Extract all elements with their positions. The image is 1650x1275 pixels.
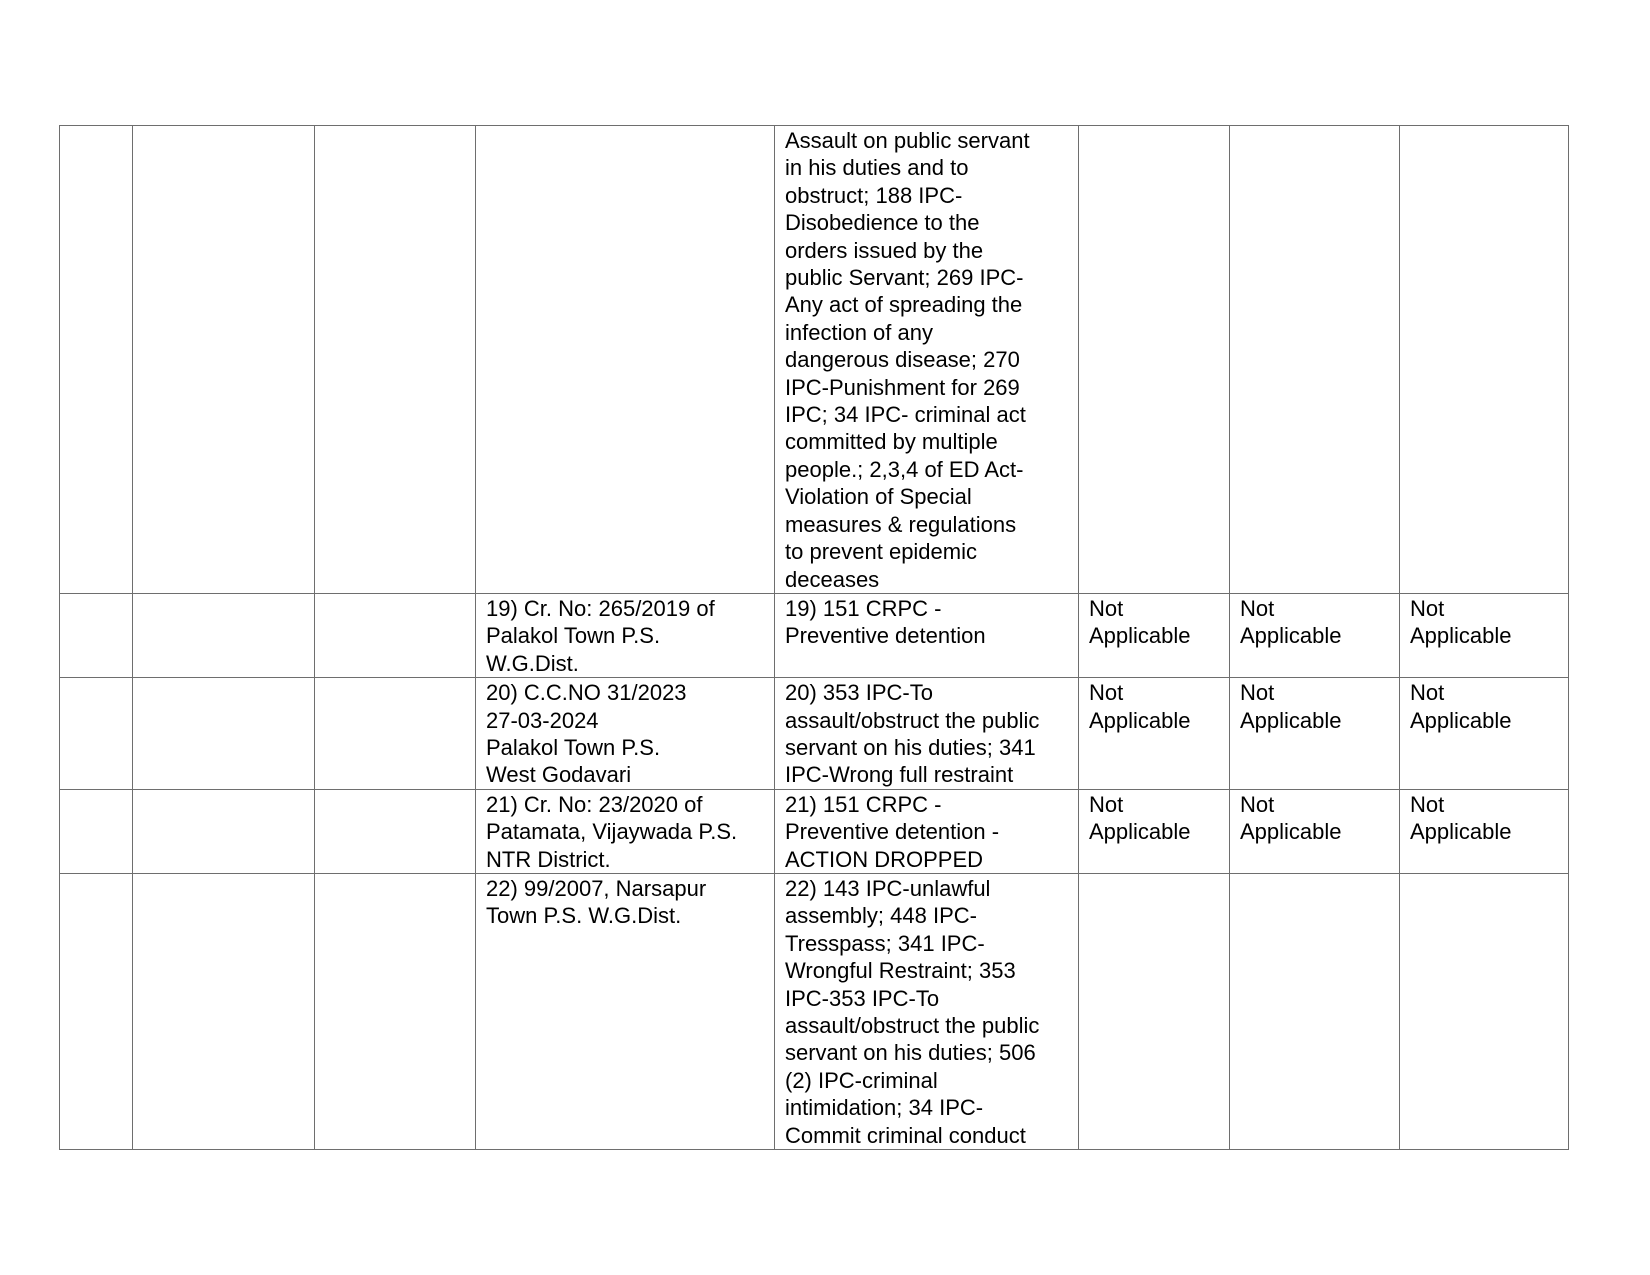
table-row xyxy=(60,678,1569,790)
table-cell-col3 xyxy=(315,789,476,873)
table-cell-col2 xyxy=(133,678,315,790)
table-cell-offence-sections: 20) 353 IPC-To assault/obstruct the public servant on his duties; 341 IPC-Wrong full restraint xyxy=(775,678,1079,790)
table-cell-col3 xyxy=(315,873,476,1149)
table-cell-col7 xyxy=(1230,126,1400,594)
table-cell-col8 xyxy=(1400,873,1569,1149)
table-cell-col6: Not Applicable xyxy=(1079,789,1230,873)
table-cell-sno xyxy=(60,593,133,677)
table-cell-sno xyxy=(60,678,133,790)
table-cell-offence-sections: 22) 143 IPC-unlawful assembly; 448 IPC- Tresspass; 341 IPC- Wrongful Restraint; 353 IPC-353 IPC-To assault/obstruct the public servant on his duties; 506 (2) IPC-criminal intimidation; 34 IPC- Commit criminal conduct xyxy=(775,873,1079,1149)
table-cell-col6 xyxy=(1079,873,1230,1149)
table-cell-sno xyxy=(60,873,133,1149)
table-cell-sno xyxy=(60,126,133,594)
table-row xyxy=(60,126,1569,594)
table-cell-col3 xyxy=(315,126,476,594)
table-cell-col2 xyxy=(133,126,315,594)
table-cell-offence-sections: 19) 151 CRPC - Preventive detention xyxy=(775,593,1079,677)
table-cell-offence-sections: Assault on public servant in his duties and to obstruct; 188 IPC- Disobedience to the orders issued by the public Servant; 269 IPC- Any act of spreading the infection of any dangerous disease; 270 IPC-Punishment for 269 IPC; 34 IPC- criminal act committed by multiple people.; 2,3,4 of ED Act- Violation of Special measures & regulations to prevent epidemic deceases xyxy=(775,126,1079,594)
table-row xyxy=(60,873,1569,1149)
table-cell-col8 xyxy=(1400,126,1569,594)
table-row xyxy=(60,789,1569,873)
table-cell-case-number: 21) Cr. No: 23/2020 of Patamata, Vijaywada P.S. NTR District. xyxy=(476,789,775,873)
table-cell-col7 xyxy=(1230,873,1400,1149)
table-cell-col2 xyxy=(133,873,315,1149)
table-cell-col7: Not Applicable xyxy=(1230,678,1400,790)
table-cell-sno xyxy=(60,789,133,873)
table-cell-col6 xyxy=(1079,126,1230,594)
table-cell-col8: Not Applicable xyxy=(1400,593,1569,677)
table-cell-col6: Not Applicable xyxy=(1079,678,1230,790)
table-cell-col3 xyxy=(315,678,476,790)
table-cell-col8: Not Applicable xyxy=(1400,678,1569,790)
table-row xyxy=(60,593,1569,677)
table-cell-col7: Not Applicable xyxy=(1230,593,1400,677)
table-cell-case-number xyxy=(476,126,775,594)
table-cell-col7: Not Applicable xyxy=(1230,789,1400,873)
table-cell-col8: Not Applicable xyxy=(1400,789,1569,873)
table-cell-col2 xyxy=(133,593,315,677)
table-cell-offence-sections: 21) 151 CRPC - Preventive detention - ACTION DROPPED xyxy=(775,789,1079,873)
table-cell-col6: Not Applicable xyxy=(1079,593,1230,677)
table-cell-case-number: 19) Cr. No: 265/2019 of Palakol Town P.S. W.G.Dist. xyxy=(476,593,775,677)
table-cell-col3 xyxy=(315,593,476,677)
table-cell-case-number: 22) 99/2007, Narsapur Town P.S. W.G.Dist. xyxy=(476,873,775,1149)
case-details-table xyxy=(59,125,1569,1150)
table-cell-case-number: 20) C.C.NO 31/2023 27-03-2024 Palakol Town P.S. West Godavari xyxy=(476,678,775,790)
table-cell-col2 xyxy=(133,789,315,873)
